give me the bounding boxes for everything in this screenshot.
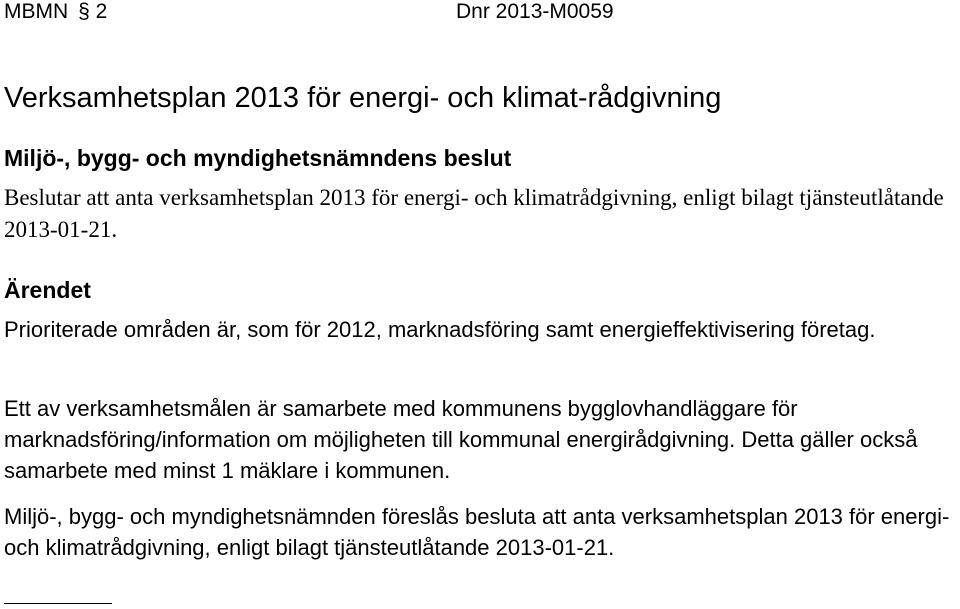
decision-text: Beslutar att anta verksamhetsplan 2013 för energi- och klimatrådgivning, enligt bilagt tjänsteutlåtande 2013-01-21. (4, 185, 944, 242)
document-title: Verksamhetsplan 2013 för energi- och klimat-rådgivning (4, 82, 722, 114)
header-section: § 2 (78, 0, 108, 23)
page-header (4, 0, 954, 26)
decision-heading: Miljö-, bygg- och myndighetsnämndens beslut (4, 145, 512, 171)
matter-heading: Ärendet (4, 277, 91, 303)
matter-paragraph: Prioriterade områden är, som för 2012, marknadsföring samt energieffektivisering företag. (4, 317, 876, 342)
footnote-rule (4, 603, 112, 604)
header-org: MBMN (4, 0, 69, 23)
header-left (4, 0, 107, 26)
matter-paragraph: Miljö-, bygg- och myndighetsnämnden föreslås besluta att anta verksamhetsplan 2013 för energi- och klimatrådgivning, enligt bilagt tjänsteutlåtande 2013-01-21. (4, 504, 950, 560)
matter-paragraph: Ett av verksamhetsmålen är samarbete med kommunens bygglovhandläggare för marknadsföring/information om möjligheten till kommunal energirådgivning. Detta gäller också samarbete med minst 1 mäklare i kommunen. (4, 396, 918, 483)
header-reference: Dnr 2013-M0059 (456, 0, 614, 23)
